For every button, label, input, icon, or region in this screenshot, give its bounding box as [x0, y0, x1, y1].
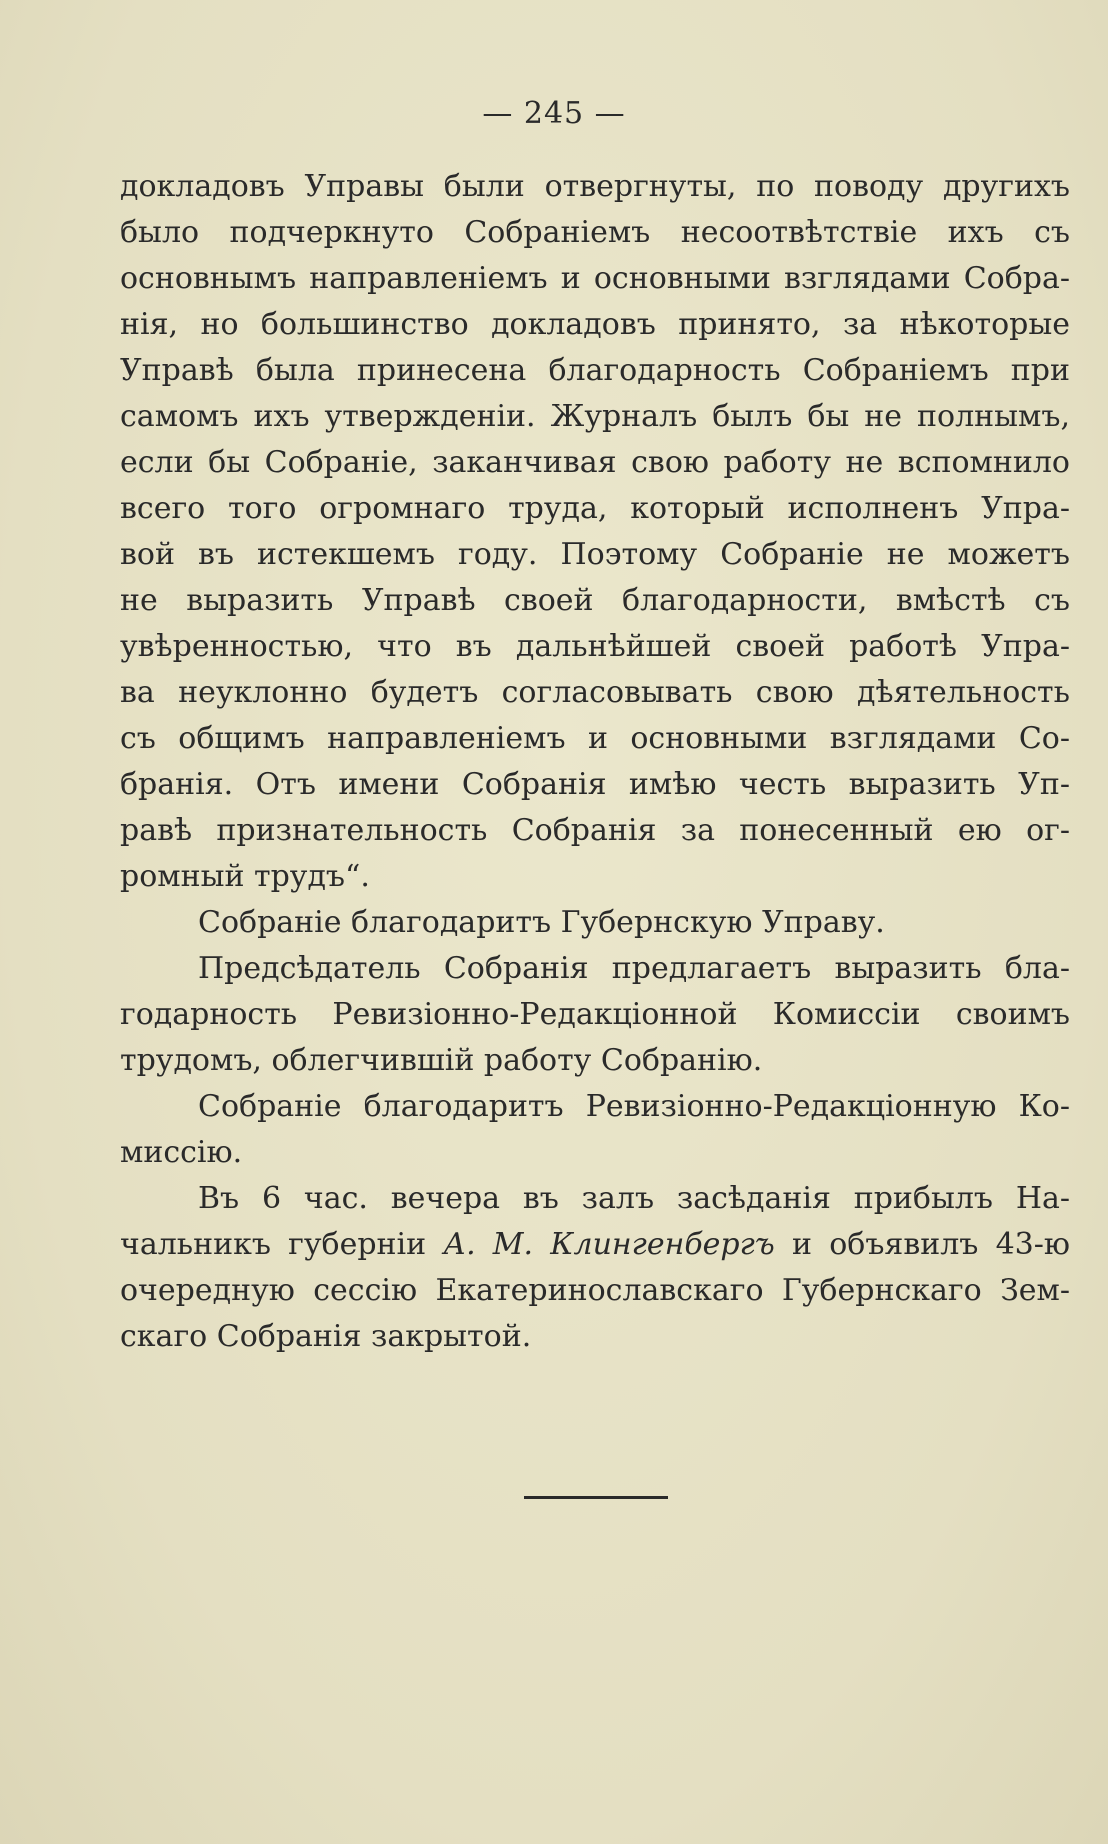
- paragraph-first-line: Въ 6 час. вечера въ залъ засѣданія прибылъ На-: [198, 1181, 1070, 1216]
- text-line: увѣренностью, что въ дальнѣйшей своей работѣ Упра-: [120, 629, 1070, 664]
- page-number: — 245 —: [482, 96, 626, 131]
- paragraph-first-line: Собраніе благодаритъ Ревизіонно-Редакціонную Ко-: [198, 1089, 1070, 1124]
- text-line: ва неуклонно будетъ согласовывать свою дѣятельность: [120, 675, 1070, 710]
- text-line: равѣ признательность Собранія за понесенный ею ог-: [120, 813, 1070, 848]
- text-line: вой въ истекшемъ году. Поэтому Собраніе не можетъ: [120, 537, 1070, 572]
- text-line: съ общимъ направленіемъ и основными взглядами Со-: [120, 721, 1070, 756]
- person-name: А. М. Клингенбергъ: [443, 1227, 775, 1262]
- text-line: очередную сессію Екатеринославскаго Губернскаго Зем-: [120, 1273, 1070, 1308]
- text-line: скаго Собранія закрытой.: [120, 1319, 532, 1354]
- text-line: основнымъ направленіемъ и основными взглядами Собра-: [120, 261, 1070, 296]
- text-line: всего того огромнаго труда, который исполненъ Упра-: [120, 491, 1070, 526]
- text-span: и объявилъ 43-ю: [792, 1227, 1071, 1262]
- text-line: годарность Ревизіонно-Редакціонной Комиссіи своимъ: [120, 997, 1070, 1032]
- body-text: [120, 164, 1070, 1360]
- text-line: не выразить Управѣ своей благодарности, вмѣстѣ съ: [120, 583, 1070, 618]
- text-line: было подчеркнуто Собраніемъ несоотвѣтствіе ихъ съ: [120, 215, 1070, 250]
- paragraph-first-line: Собраніе благодаритъ Губернскую Управу.: [198, 905, 885, 940]
- text-line: [120, 1222, 1070, 1268]
- text-line: докладовъ Управы были отвергнуты, по поводу другихъ: [120, 169, 1070, 204]
- paragraph-first-line: Предсѣдатель Собранія предлагаетъ выразить бла-: [198, 951, 1070, 986]
- text-line: миссію.: [120, 1135, 243, 1170]
- text-line: бранія. Отъ имени Собранія имѣю честь выразить Уп-: [120, 767, 1070, 802]
- text-span: чальникъ губерніи: [120, 1227, 427, 1262]
- text-line: самомъ ихъ утвержденіи. Журналъ былъ бы не полнымъ,: [120, 399, 1070, 434]
- section-divider: [524, 1496, 668, 1499]
- text-line: нія, но большинство докладовъ принято, за нѣкоторые: [120, 307, 1070, 342]
- text-line: трудомъ, облегчившій работу Собранію.: [120, 1043, 763, 1078]
- text-line: ромный трудъ“.: [120, 859, 370, 894]
- text-line: если бы Собраніе, заканчивая свою работу не вспомнило: [120, 445, 1070, 480]
- text-line: Управѣ была принесена благодарность Собраніемъ при: [120, 353, 1070, 388]
